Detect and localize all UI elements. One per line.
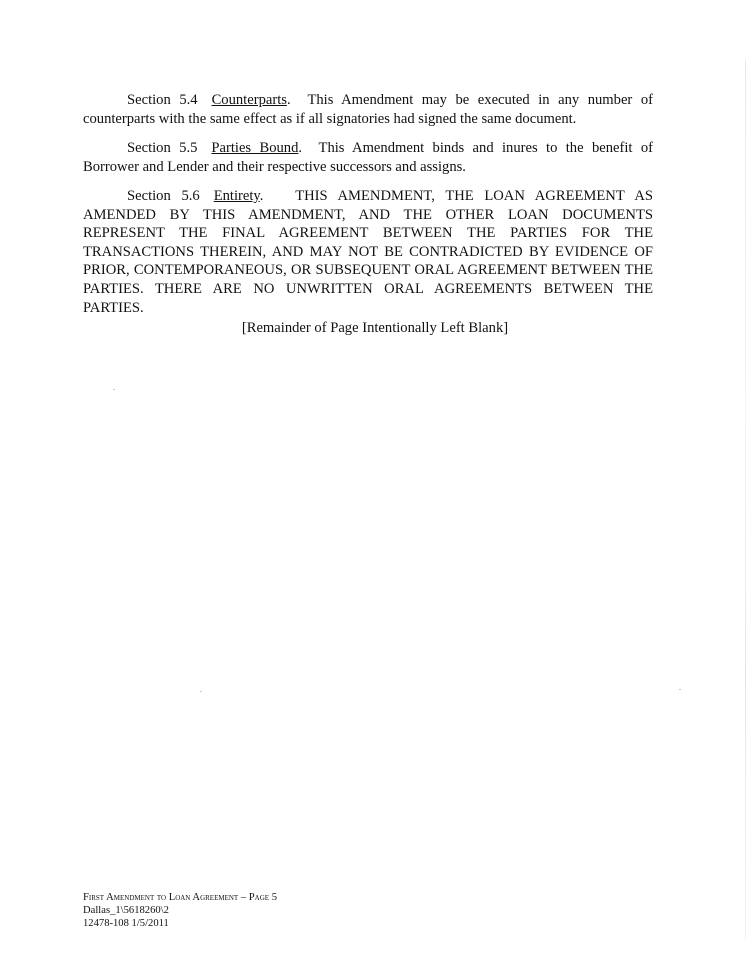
scan-speck (200, 691, 202, 692)
section-title: Parties Bound (211, 140, 299, 156)
scan-edge-shadow (745, 60, 746, 940)
section-5-4: Section 5.4 Counterparts. This Amendment may be executed in any number of counterparts with the same effect as if all signatories had signed the same document. (83, 92, 653, 127)
footer-title: First Amendment to Loan Agreement – Page 5 (83, 892, 277, 903)
section-5-5: Section 5.5 Parties Bound. This Amendment binds and inures to the benefit of Borrower and Lender and their respective successors and assigns. (83, 140, 653, 175)
section-title: Counterparts (211, 92, 287, 108)
remainder-note: [Remainder of Page Intentionally Left Blank] (241, 320, 509, 336)
section-5-6: Section 5.6 Entirety. THIS AMENDMENT, THE LOAN AGREEMENT AS AMENDED BY THIS AMENDMENT, AND THE OTHER LOAN DOCUMENTS REPRESENT THE FINAL AGREEMENT BETWEEN THE PARTIES FOR THE TRANSACTIONS THEREIN, AND MAY NOT BE CONTRADICTED BY EVIDENCE OF PRIOR, CONTEMPORANEOUS, OR SUBSEQUENT ORAL AGREEMENT BETWEEN THE PARTIES. THERE ARE NO UNWRITTEN ORAL AGREEMENTS BETWEEN THE PARTIES. (83, 188, 654, 316)
scan-speck (679, 689, 681, 690)
page-footer (83, 891, 277, 930)
section-body: This Amendment binds and inures to the benefit of Borrower and Lender and their respective successors and assigns. (83, 140, 653, 175)
scan-speck (113, 389, 115, 390)
footer-doc-id: Dallas_1\5618260\2 (83, 905, 169, 916)
section-number: Section 5.5 (127, 140, 198, 156)
section-body: THIS AMENDMENT, THE LOAN AGREEMENT AS AMENDED BY THIS AMENDMENT, AND THE OTHER LOAN DOCUMENTS REPRESENT THE FINAL AGREEMENT BETWEEN THE PARTIES FOR THE TRANSACTIONS THEREIN, AND MAY NOT BE CONTRADICTED BY EVIDENCE OF PRIOR, CONTEMPORANEOUS, OR SUBSEQUENT ORAL AGREEMENT BETWEEN THE PARTIES. THERE ARE NO UNWRITTEN ORAL AGREEMENTS BETWEEN THE PARTIES. (83, 188, 654, 316)
footer-ref: 12478-108 1/5/2011 (83, 918, 169, 929)
section-body: This Amendment may be executed in any number of counterparts with the same effect as if all signatories had signed the same document. (83, 92, 653, 127)
section-number: Section 5.4 (127, 92, 198, 108)
section-title: Entirety (213, 188, 260, 204)
section-number: Section 5.6 (127, 188, 200, 204)
